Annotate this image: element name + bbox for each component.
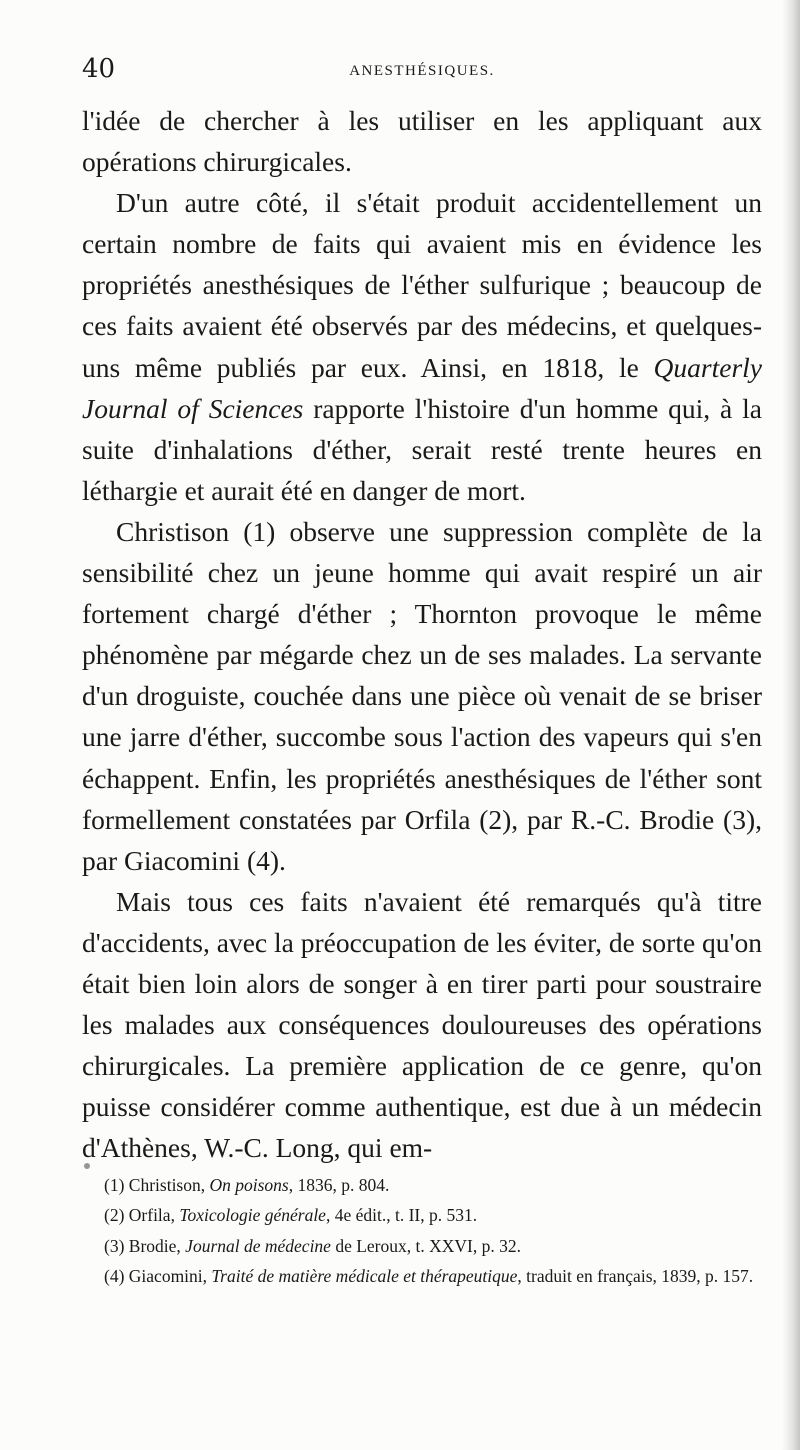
footnote-3-ref: de Leroux, t. XXVI, p. 32.	[330, 1235, 521, 1256]
page-number: 40	[82, 54, 116, 84]
footnote-1-text: (1) Christison,	[104, 1175, 210, 1195]
running-title: ANESTHÉSIQUES.	[349, 63, 495, 79]
page-header	[82, 50, 762, 90]
paragraph-1: l'idée de chercher à les utiliser en les appliquant aux opérations chirurgicales.	[82, 105, 762, 178]
footnote-1-ref: , 1836, p. 804.	[288, 1175, 390, 1195]
footnote-2-ref: , 4e édit., t. II, p. 531.	[325, 1205, 478, 1226]
footnote-4-text: (4) Giacomini,	[104, 1266, 212, 1287]
footnote-3-title: Journal de médecine	[185, 1235, 331, 1256]
journal-title: Quarterly Journal of Sciences	[82, 351, 762, 424]
footnote-4-title: Traité de matière médicale et thérapeutique	[211, 1266, 518, 1287]
footnote-mark	[84, 1163, 90, 1169]
footnote-1	[82, 1170, 762, 1200]
footnote-2-title: Toxicologie générale	[179, 1205, 326, 1226]
footnote-2-text: (2) Orfila,	[104, 1205, 180, 1226]
body-text	[82, 100, 762, 1168]
paragraph-2-part-a: D'un autre côté, il s'était produit accidentellement un certain nombre de faits qui avaient mis en évidence les propriétés anesthésiques de l'éther sulfurique ; beaucoup de ces faits avaient été observés par des médecins, et quelques-uns même publiés par eux. Ainsi, en 1818, le	[82, 187, 762, 383]
footnote-1-title: On poisons	[209, 1175, 289, 1195]
footnotes	[82, 1170, 762, 1292]
paragraph-2-part-b: rapporte l'histoire d'un homme qui, à la suite d'inhalations d'éther, serait resté trente heures en léthargie et aurait été en danger de mort.	[82, 392, 762, 506]
footnote-4-ref: , traduit en français, 1839, p. 157.	[517, 1266, 754, 1287]
paragraph-2	[82, 182, 762, 511]
footnote-3-text: (3) Brodie,	[104, 1235, 186, 1256]
paragraph-4: Mais tous ces faits n'avaient été remarqués qu'à titre d'accidents, avec la préoccupation de les éviter, de sorte qu'on était bien loin alors de songer à en tirer parti pour soustraire les malades aux conséquences douloureuses des opérations chirurgicales. La première application de ce genre, qu'on puisse considérer comme authentique, est due à un médecin d'Athènes, W.-C. Long, qui em-	[82, 885, 762, 1164]
paragraph-3: Christison (1) observe une suppression complète de la sensibilité chez un jeune homme qui avait respiré un air fortement chargé d'éther ; Thornton provoque le même phénomène par mégarde chez un de ses malades. La servante d'un droguiste, couchée dans une pièce où venait de se briser une jarre d'éther, succombe sous l'action des vapeurs qui s'en échappent. Enfin, les propriétés anesthésiques de l'éther sont formellement constatées par Orfila (2), par R.-C. Brodie (3), par Giacomini (4).	[82, 515, 762, 876]
footnote-3	[82, 1231, 762, 1261]
page-edge-shadow	[782, 0, 800, 1450]
footnote-4	[82, 1261, 762, 1291]
footnote-2	[82, 1200, 762, 1230]
